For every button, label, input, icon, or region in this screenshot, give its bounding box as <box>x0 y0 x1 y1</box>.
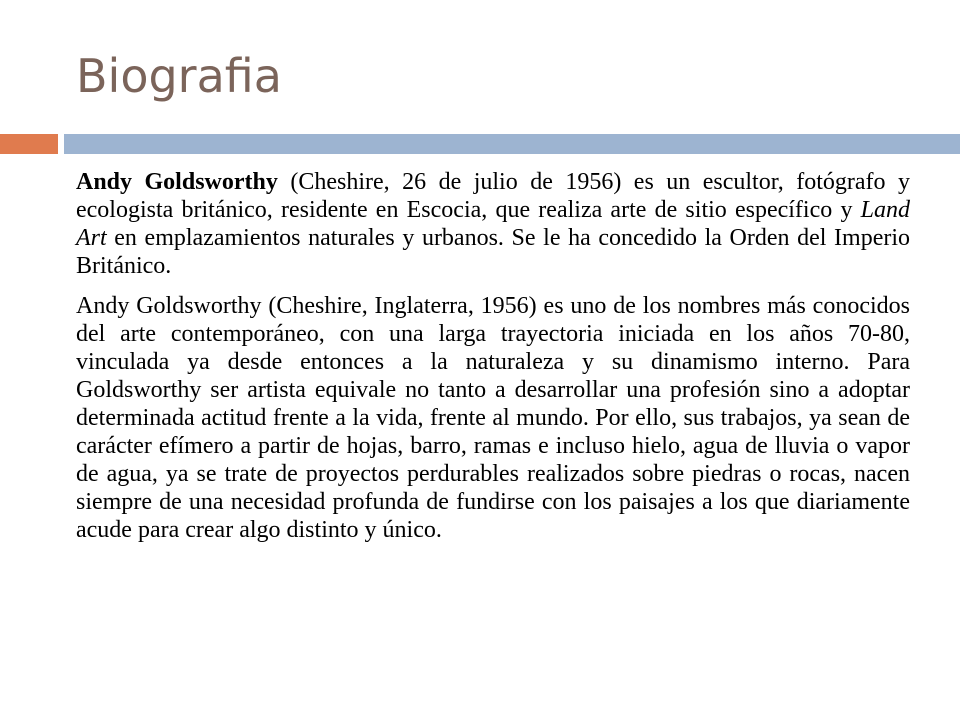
title-accent-bar <box>0 134 58 154</box>
slide-body <box>76 168 910 556</box>
slide-title: Biografia <box>76 49 282 103</box>
paragraph-intro <box>76 168 910 280</box>
paragraph-detail: Andy Goldsworthy (Cheshire, Inglaterra, 1956) es uno de los nombres más conocidos del arte contemporáneo, con una larga trayectoria iniciada en los años 70-80, vinculada ya desde entonces a la naturaleza y su dinamismo interno. Para Goldsworthy ser artista equivale no tanto a desarrollar una profesión sino a adoptar determinada actitud frente a la vida, frente al mundo. Por ello, sus trabajos, ya sean de carácter efímero a partir de hojas, barro, ramas e incluso hielo, agua de lluvia o vapor de agua, ya se trate de proyectos perdurables realizados sobre piedras o rocas, nacen siempre de una necesidad profunda de fundirse con los paisajes a los que diariamente acude para crear algo distinto y único. <box>76 293 910 543</box>
land-art-term: Land Art <box>76 197 910 251</box>
title-divider-bar <box>64 134 960 154</box>
artist-name: Andy Goldsworthy <box>76 169 278 195</box>
intro-text-start: (Cheshire, 26 de julio de 1956) es un escultor, fotógrafo y ecologista británico, residente en Escocia, que realiza arte de sitio específico y <box>76 169 911 223</box>
intro-text-end: en emplazamientos naturales y urbanos. Se le ha concedido la Orden del Imperio Británico. <box>76 225 910 279</box>
